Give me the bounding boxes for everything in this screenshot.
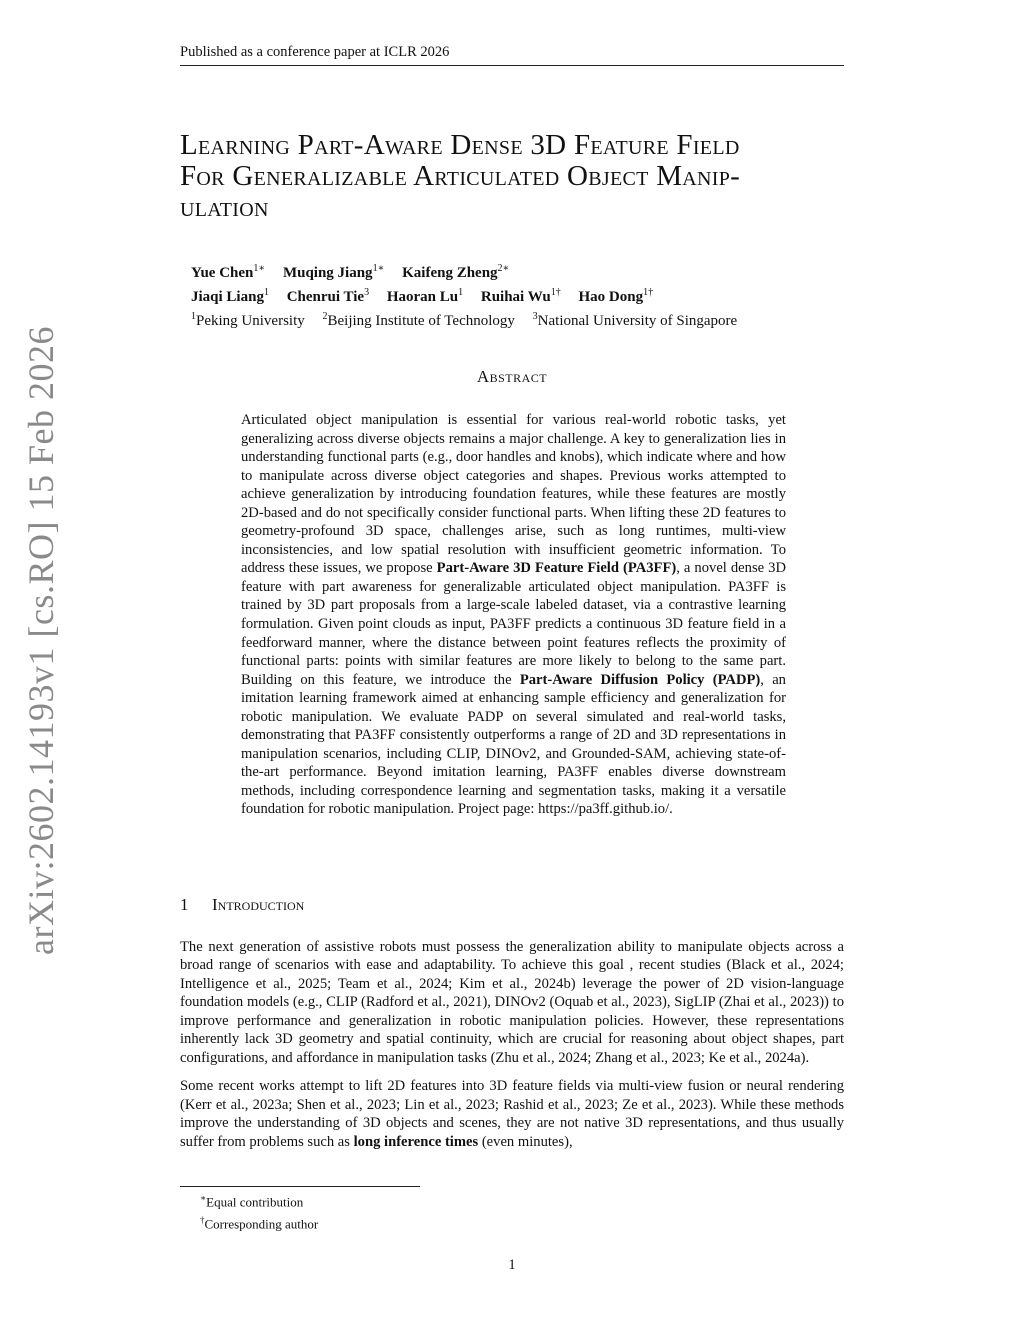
section-number: 1 [180, 895, 189, 914]
author-mark: 3 [364, 287, 370, 298]
arxiv-identifier-stamp: arXiv:2602.14193v1 [cs.RO] 15 Feb 2026 [21, 326, 61, 955]
author-mark: 1† [643, 287, 654, 298]
affiliation-mark: 3 [532, 311, 538, 322]
title-line-3: ulation [180, 191, 269, 223]
author-mark: 1∗ [372, 263, 385, 274]
intro-paragraph-1: The next generation of assistive robots must possess the generalization ability to manipulate objects across a broad range of scenarios with ease and adaptability. To achieve this goal , recent studies (Black et al., 2024; Intelligence et al., 2025; Team et al., 2024; Kim et al., 2024b) leverage the power of 2D vision-language foundation models (e.g., CLIP (Radford et al., 2021), DINOv2 (Oquab et al., 2023), SigLIP (Zhai et al., 2023)) to improve performance and generalization in robotic manipulation policies. However, these representations inherently lack 3D geometry and spatial continuity, which are crucial for reasoning about object shapes, part configurations, and affordance in manipulation tasks (Zhu et al., 2024; Zhang et al., 2023; Ke et al., 2024a). [180, 939, 844, 1066]
footnote-text: Equal contribution [206, 1194, 304, 1210]
footnote-rule [180, 1186, 420, 1187]
author-mark: 2∗ [497, 263, 510, 274]
running-header: Published as a conference paper at ICLR 2026 [180, 44, 844, 66]
author-name: Yue Chen [191, 265, 254, 281]
intro-paragraph-2 [180, 1077, 844, 1151]
author-name: Jiaqi Liang [191, 289, 264, 305]
abstract-bold-padp: Part-Aware Diffusion Policy (PADP) [519, 671, 761, 688]
affiliation-mark: 1 [191, 311, 196, 322]
author-name: Muqing Jiang [282, 265, 373, 281]
footnote [200, 1211, 318, 1233]
title-line-2: For Generalizable Articulated Object Manip- [180, 160, 741, 192]
intro-text: Some recent works attempt to lift 2D features into 3D feature fields via multi-view fusion or neural rendering (Kerr et al., 2023a; Shen et al., 2023; Lin et al., 2023; Rashid et al., 2023; Ze et al., 2023). While these methods improve the understanding of 3D objects and scenes, they are not native 3D representations, and thus usually suffer from problems such as [180, 1078, 844, 1150]
abstract-heading: Abstract [476, 367, 548, 386]
author-mark: 1 [263, 287, 269, 298]
affiliation-mark: 2 [322, 311, 328, 322]
footnote-mark: ∗ [200, 1193, 207, 1203]
section-title: Introduction [212, 895, 305, 914]
intro-text: (even minutes), [478, 1133, 573, 1150]
abstract-text: Articulated object manipulation is essential for various real-world robotic tasks, yet generalizing across diverse objects remains a major challenge. A key to generalization lies in understanding functional parts (e.g., door handles and knobs), which indicate where and how to manipulate across diverse object categories and shapes. Previous works attempted to achieve generalization by introducing foundation features, while these features are mostly 2D-based and do not specifically consider functional parts. When lifting these 2D features to geometry-profound 3D space, challenges arise, such as long runtimes, multi-view inconsistencies, and low spatial resolution with insufficient geometric information. To address these issues, we propose [241, 412, 786, 577]
abstract-text: , an imitation learning framework aimed at enhancing sample efficiency and generalization for robotic manipulation. We evaluate PADP on several simulated and real-world tasks, demonstrating that PA3FF consistently outperforms a range of 2D and 3D representations in manipulation scenarios, including CLIP, DINOv2, and Grounded-SAM, achieving state-of-the-art performance. Beyond imitation learning, PA3FF enables diverse downstream methods, including correspondence learning and segmentation tasks, making it a versatile foundation for robotic manipulation. Project page: https://pa3ff.github.io/. [241, 671, 786, 818]
author-name: Haoran Lu [386, 289, 459, 305]
author-name: Kaifeng Zheng [402, 265, 498, 281]
affiliation-name: Beijing Institute of Technology [327, 313, 515, 329]
author-mark: 1 [458, 287, 464, 298]
intro-bold: long inference times [353, 1133, 479, 1150]
author-mark: 1† [550, 287, 561, 298]
footnote [200, 1189, 318, 1211]
author-row-2 [191, 283, 851, 307]
title-line-1: Learning Part-Aware Dense 3D Feature Field [180, 129, 740, 161]
author-name: Chenrui Tie [286, 289, 365, 305]
page-number: 1 [508, 1257, 516, 1273]
author-mark: 1∗ [253, 263, 266, 274]
footnotes [200, 1189, 318, 1234]
author-name: Ruihai Wu [480, 289, 551, 305]
affiliation-row [191, 307, 851, 331]
author-name: Hao Dong [578, 289, 644, 305]
footnote-mark: † [200, 1215, 205, 1226]
author-row-1 [191, 259, 851, 283]
abstract-bold-pa3ff: Part-Aware 3D Feature Field (PA3FF) [436, 560, 677, 577]
introduction-body [180, 938, 844, 1161]
affiliation-name: Peking University [196, 313, 305, 329]
abstract-text: , a novel dense 3D feature with part awareness for generalizable articulated object manipulation. PA3FF is trained by 3D part proposals from a large-scale labeled dataset, via a contrastive learning formulation. Given point clouds as input, PA3FF predicts a continuous 3D feature field in a feedforward manner, where the distance between point features reflects the proximity of functional parts: points with similar features are more likely to belong to the same part. Building on this feature, we introduce the [241, 560, 786, 688]
abstract-body [241, 411, 786, 819]
paper-title [180, 130, 850, 223]
author-block [191, 259, 851, 331]
footnote-text: Corresponding author [204, 1216, 319, 1232]
section-heading-introduction [180, 895, 304, 915]
affiliation-name: National University of Singapore [537, 313, 738, 329]
